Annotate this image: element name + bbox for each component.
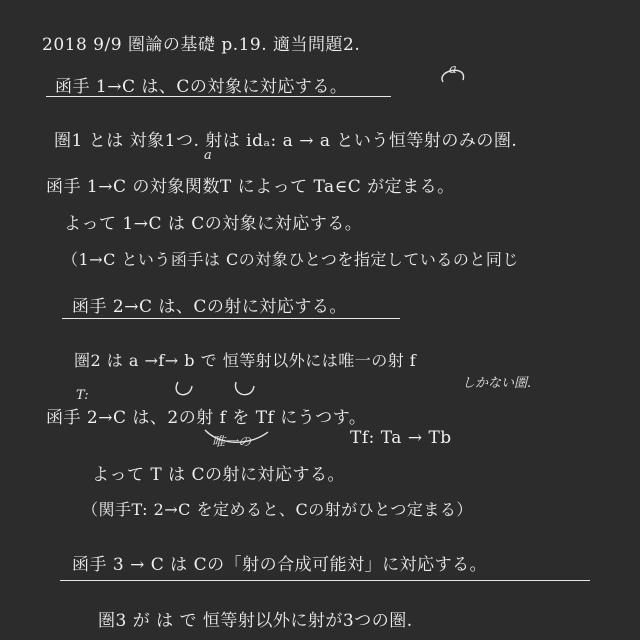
section2-tf: Tf: Ta → Tb [350, 428, 452, 448]
section2-line1b: しかない圏. [462, 376, 532, 391]
section2-unique-note: 唯一の [212, 435, 252, 450]
section2-underline [62, 318, 400, 319]
section2-title: 函手 2→C は、Cの射に対応する。 [72, 297, 347, 317]
section1-a-under: a [204, 148, 212, 163]
section1-title: 函手 1→C は、Cの対象に対応する。 [55, 77, 348, 97]
header-line: 2018 9/9 圏論の基礎 p.19. 適当問題2. [42, 35, 361, 55]
section3-underline [60, 580, 590, 581]
loop-a [176, 382, 192, 395]
section1-underline [46, 96, 391, 97]
section1-a-note: a [449, 62, 457, 77]
section2-line4: （関手T: 2→C を定めると、Cの射がひとつ定まる） [82, 500, 473, 519]
section1-line3: よって 1→C は Cの対象に対応する。 [64, 214, 363, 234]
section2-line2: 函手 2→C は、2の射 f を Tf にうつす。 [46, 408, 367, 428]
section3-line1: 圏3 が は で 恒等射以外に射が3つの圏. [98, 611, 413, 631]
section1-line4: （1→C という函手は Cの対象ひとつを指定しているのと同じ [62, 250, 519, 269]
section3-title: 函手 3 → C は Cの「射の合成可能対」に対応する。 [72, 555, 488, 575]
section1-line1: 圏1 とは 対象1つ. 射は idₐ: a → a という恒等射のみの圏. [54, 131, 518, 151]
loop-b [235, 382, 254, 395]
section2-t-note: T: [76, 388, 89, 403]
section2-line1: 圏2 は a →f→ b で 恒等射以外には唯一の射 f [74, 351, 417, 370]
section2-line3: よって T は Cの射に対応する。 [92, 465, 346, 485]
section1-line2: 函手 1→C の対象関数T によって Ta∈C が定まる。 [46, 177, 455, 197]
